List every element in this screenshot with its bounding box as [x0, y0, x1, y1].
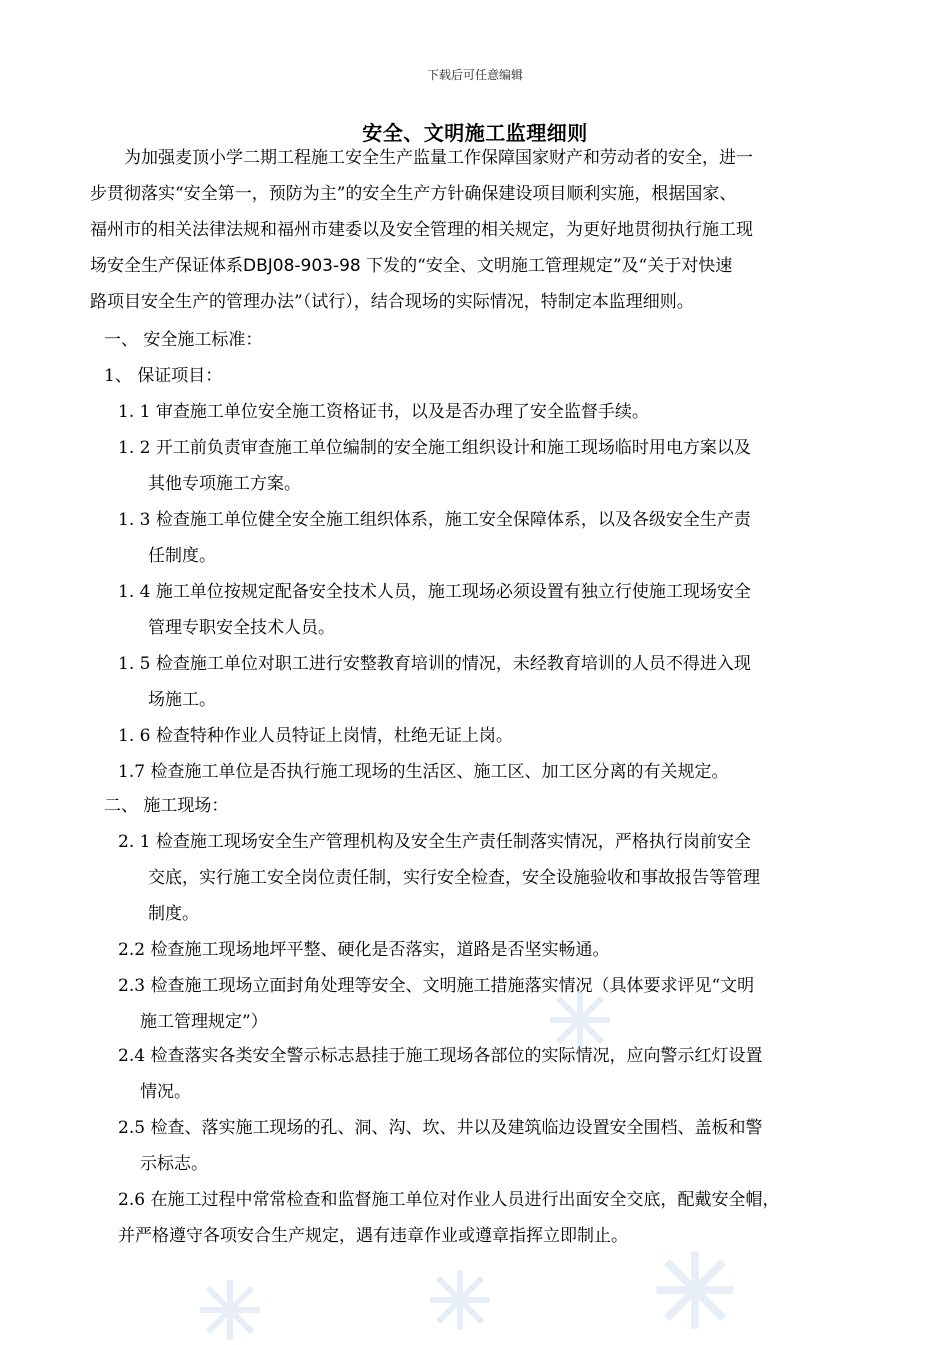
clause-line: 并严格遵守各项安合生产规定，遇有违章作业或遵章指挥立即制止。 — [118, 1226, 628, 1246]
clause-line: 1. 5 检查施工单位对职工进行安整教育培训的情况，未经教育培训的人员不得进入现 — [118, 654, 751, 674]
intro-line: 路项目安全生产的管理办法”（试行），结合现场的实际情况，特制定本监理细则。 — [90, 292, 694, 312]
clause-line: 交底，实行施工安全岗位责任制，实行安全检查，安全设施验收和事故报告等管理 — [148, 868, 760, 888]
clause-line: 2.2 检查施工现场地坪平整、硬化是否落实，道路是否坚实畅通。 — [118, 940, 610, 960]
intro-line: 为加强麦顶小学二期工程施工安全生产监量工作保障国家财产和劳动者的安全，进一 — [124, 148, 753, 168]
intro-line: 场安全生产保证体系DBJ08-903-98 下发的“安全、文明施工管理规定”及“关于对快速 — [90, 256, 733, 276]
clause-line: 情况。 — [140, 1082, 191, 1102]
clause-line: 1. 3 检查施工单位健全安全施工组织体系，施工安全保障体系，以及各级安全生产责 — [118, 510, 751, 530]
clause-line: 1.7 检查施工单位是否执行施工现场的生活区、施工区、加工区分离的有关规定。 — [118, 762, 729, 782]
intro-line: 福州市的相关法律法规和福州市建委以及安全管理的相关规定，为更好地贯彻执行施工现 — [90, 220, 753, 240]
clause-line: 1. 2 开工前负责审查施工单位编制的安全施工组织设计和施工现场临时用电方案以及 — [118, 438, 751, 458]
clause-line: 示标志。 — [140, 1154, 208, 1174]
clause-line: 2.6 在施工过程中常常检查和监督施工单位对作业人员进行出面安全交底，配戴安全帽， — [118, 1190, 780, 1210]
document-title: 安全、文明施工监理细则 — [362, 121, 588, 145]
intro-line: 步贯彻落实“安全第一，预防为主”的安全生产方针确保建设项目顺利实施，根据国家、 — [90, 184, 737, 204]
page-header-note: 下载后可任意编辑 — [426, 68, 523, 82]
clause-line: 制度。 — [148, 904, 199, 924]
clause-line: 2.3 检查施工现场立面封角处理等安全、文明施工措施落实情况（具体要求评见“文明 — [118, 976, 755, 996]
snowflake-watermark-icon — [425, 1265, 495, 1335]
clause-line: 2. 1 检查施工现场安全生产管理机构及安全生产责任制落实情况，严格执行岗前安全 — [118, 832, 751, 852]
clause-line: 1. 4 施工单位按规定配备安全技术人员，施工现场必须设置有独立行使施工现场安全 — [118, 582, 751, 602]
clause-line: 其他专项施工方案。 — [148, 474, 301, 494]
clause-line: 管理专职安全技术人员。 — [148, 618, 335, 638]
clause-line: 施工管理规定”） — [140, 1012, 268, 1032]
clause-line: 任制度。 — [148, 546, 216, 566]
clause-line: 场施工。 — [148, 690, 216, 710]
clause-line: 1. 1 审查施工单位安全施工资格证书，以及是否办理了安全监督手续。 — [118, 402, 649, 422]
standard-code: DBJ08-903-98 — [243, 256, 361, 276]
clause-line: 1. 6 检查特种作业人员特证上岗情，杜绝无证上岗。 — [118, 726, 513, 746]
clause-line: 2.5 检查、落实施工现场的孔、洞、沟、坎、井以及建筑临边设置安全围档、盖板和警 — [118, 1118, 763, 1138]
clause-line: 二、 施工现场： — [104, 796, 229, 816]
clause-line: 一、 安全施工标准： — [104, 330, 263, 350]
clause-line: 2.4 检查落实各类安全警示标志悬挂于施工现场各部位的实际情况，应向警示红灯设置 — [118, 1046, 763, 1066]
snowflake-watermark-icon — [650, 1245, 740, 1335]
snowflake-watermark-icon — [195, 1275, 265, 1345]
clause-line: 1、 保证项目： — [104, 366, 223, 386]
